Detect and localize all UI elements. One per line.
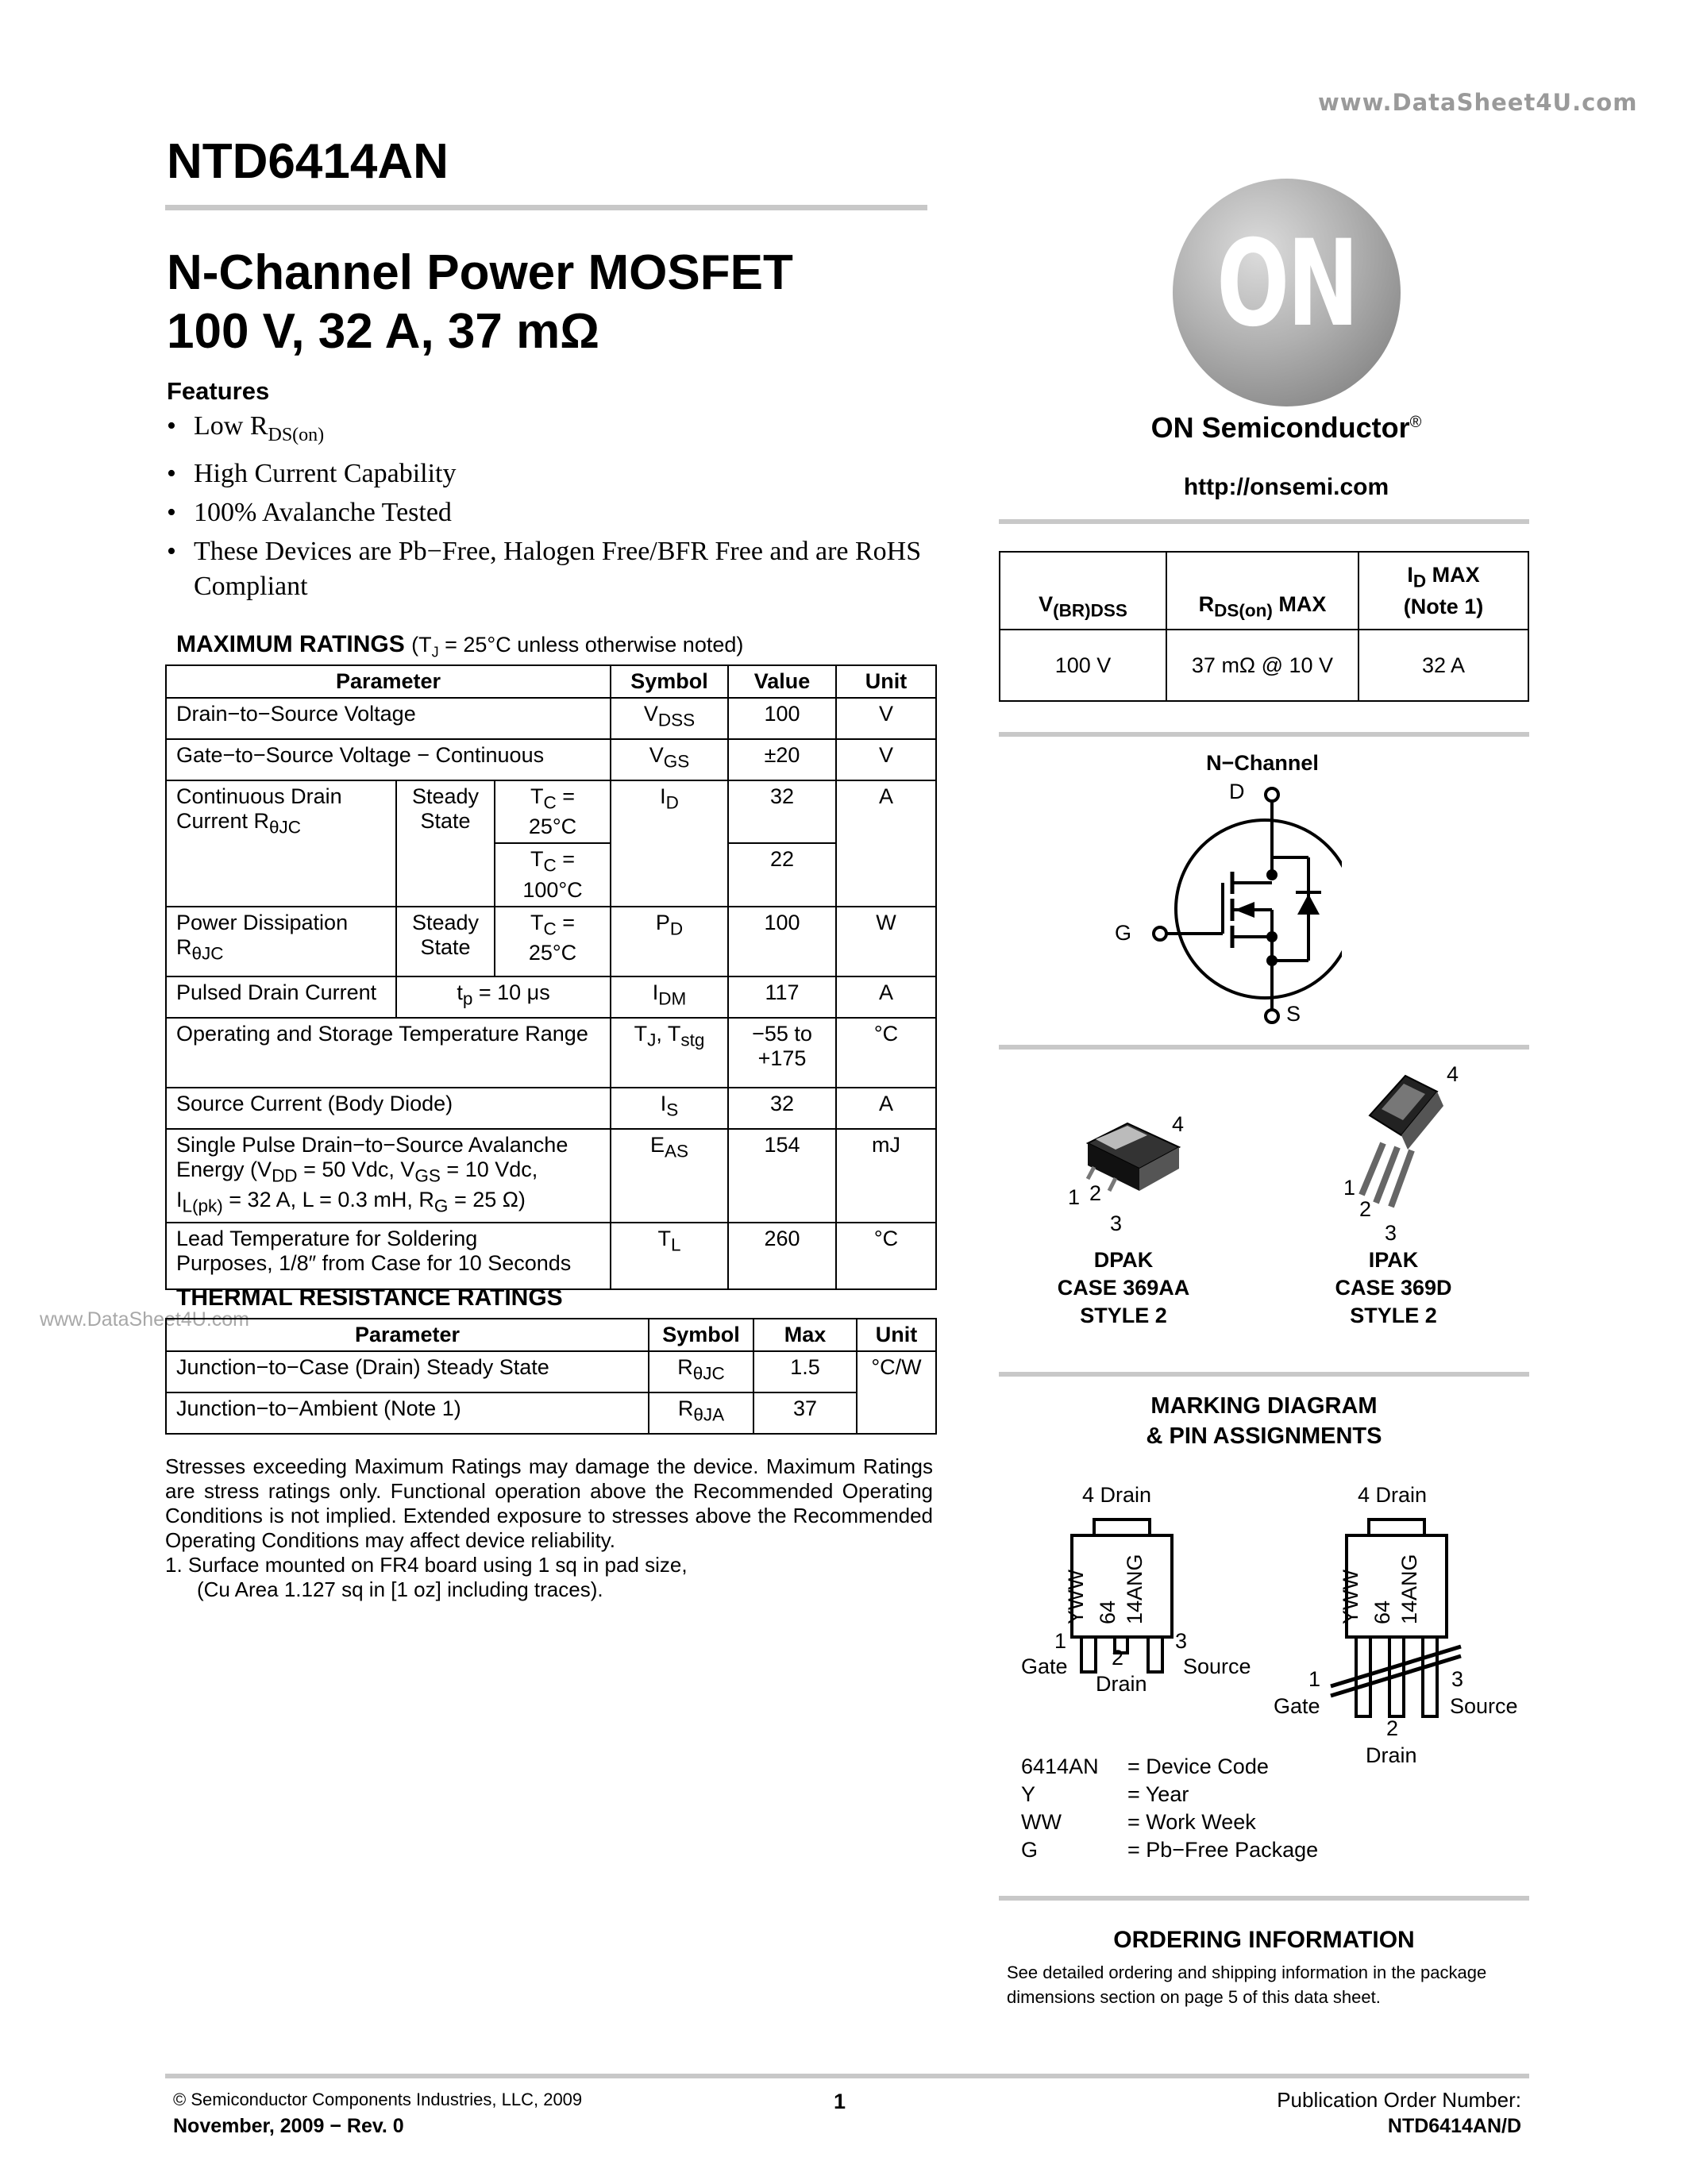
footer-pub-number: NTD6414AN/D <box>1387 2115 1521 2137</box>
marking-left-drain: Drain <box>1096 1672 1147 1696</box>
max-ratings-table <box>165 664 937 1290</box>
ipak-pin1: 1 <box>1343 1176 1356 1200</box>
on-logo: ON <box>1173 179 1401 406</box>
marking-right-drain: Drain <box>1366 1743 1417 1767</box>
table-row: Source Current (Body Diode) $I_S$ 32 A <box>166 1088 936 1129</box>
table-header-row: Parameter Symbol Max Unit <box>166 1319 936 1351</box>
marking-right-top: 4 Drain <box>1358 1483 1428 1507</box>
watermark-mid: www.DataSheet4U.com <box>40 1308 250 1331</box>
table-row: $T_C = 100^\circ C$ 22 <box>166 843 936 906</box>
divider <box>999 1372 1529 1377</box>
marking-left-pin2: 2 <box>1112 1646 1124 1670</box>
dpak-label: DPAK CASE 369AA STYLE 2 <box>1057 1248 1190 1327</box>
ipak-label: IPAK CASE 369D STYLE 2 <box>1335 1248 1452 1327</box>
gate-pin-label: G <box>1115 921 1132 945</box>
table-row: Continuous Drain Current $R_{\theta JC}$ Steady State $T_C = 25^\circ C$ $I_D$ 32 A <box>166 780 936 843</box>
features-heading: Features <box>167 377 270 405</box>
table-row: Single Pulse Drain−to−Source Avalanche Energy ($V_{DD} = 50$ Vdc, $V_{GS} = 10$ Vdc, $I_{L(pk)} = 32$ A, L = 0.3 mH, $R_G = 25$ Ω) $E_{AS}$ 154 mJ <box>166 1129 936 1223</box>
marking-left-gate: Gate <box>1021 1654 1068 1678</box>
ipak-pin3: 3 <box>1385 1221 1397 1245</box>
table-row: Gate−to−Source Voltage − Continuous $V_{GS}$ ±20 V <box>166 739 936 780</box>
footer-pub-label: Publication Order Number: <box>1277 2088 1521 2112</box>
col-header-parameter: Parameter <box>166 665 611 698</box>
marking-left-line3: 14ANG <box>1123 1554 1147 1624</box>
ipak-pin4: 4 <box>1447 1062 1459 1086</box>
marking-right-pin3: 3 <box>1451 1667 1464 1691</box>
marking-legend <box>1021 1753 1318 1864</box>
marking-left-pin1: 1 <box>1054 1629 1067 1653</box>
thermal-heading: THERMAL RESISTANCE RATINGS <box>176 1285 563 1311</box>
col-header-symbol: Symbol <box>611 665 728 698</box>
dpak-pin3: 3 <box>1110 1211 1123 1235</box>
dpak-pin1: 1 <box>1068 1185 1081 1209</box>
marking-right-source: Source <box>1450 1694 1518 1718</box>
feature-item: • Low $R_{DS(on)}$ <box>167 409 953 453</box>
marking-right-line2: 64 <box>1370 1600 1394 1624</box>
max-ratings-heading: MAXIMUM RATINGS ($T_J = 25^\circ C$ unless otherwise noted) <box>176 631 744 661</box>
list-item: WW = Work Week <box>1021 1810 1256 1834</box>
table-row: Operating and Storage Temperature Range $T_J$, $T_{stg}$ −55 to +175 °C <box>166 1018 936 1088</box>
marking-right-pin2: 2 <box>1386 1716 1399 1740</box>
watermark-top: www.DataSheet4U.com <box>1318 89 1638 116</box>
footer-copyright: © Semiconductor Components Industries, LLC, 2009 <box>173 2090 583 2109</box>
subtitle-line2: 100 V, 32 A, 37 mΩ <box>167 304 599 359</box>
mosfet-symbol <box>1135 778 1342 1048</box>
col-header-value: Value <box>728 665 836 698</box>
table-row: Pulsed Drain Current $t_p = 10$ μs $I_{DM}$ 117 A <box>166 976 936 1018</box>
col-header-unit: Unit <box>836 665 936 698</box>
company-url[interactable]: http://onsemi.com <box>1183 474 1389 500</box>
divider <box>999 732 1529 737</box>
list-item: Y = Year <box>1021 1782 1189 1806</box>
table-row: Drain−to−Source Voltage $V_{DSS}$ 100 V <box>166 698 936 739</box>
features-list <box>167 409 953 608</box>
marking-right-pin1: 1 <box>1308 1667 1321 1691</box>
footer-date: November, 2009 − Rev. 0 <box>173 2115 404 2137</box>
marking-heading: MARKING DIAGRAM & PIN ASSIGNMENTS <box>1146 1393 1382 1449</box>
ordering-heading: ORDERING INFORMATION <box>1113 1927 1415 1953</box>
ipak-pin2: 2 <box>1359 1197 1372 1221</box>
thermal-table <box>165 1318 937 1435</box>
part-number-title: NTD6414AN <box>167 134 449 189</box>
marking-right-line3: 14ANG <box>1397 1554 1421 1624</box>
list-item: 6414AN = Device Code <box>1021 1755 1269 1778</box>
drain-pin-label: D <box>1229 780 1245 803</box>
ordering-text: See detailed ordering and shipping information in the package dimensions section on page 5 of this data sheet. <box>1007 1963 1487 2007</box>
note-1: 1. Surface mounted on FR4 board using 1 sq in pad size, (Cu Area 1.127 sq in [1 oz] including traces). <box>165 1553 688 1601</box>
feature-item: • These Devices are Pb−Free, Halogen Free/BFR Free and are RoHS Compliant <box>167 534 953 604</box>
source-pin-label: S <box>1286 1002 1301 1026</box>
title-rule <box>165 205 927 210</box>
subtitle-line1: N-Channel Power MOSFET <box>167 245 793 300</box>
marking-left-top: 4 Drain <box>1082 1483 1152 1507</box>
list-item: G = Pb−Free Package <box>1021 1838 1319 1862</box>
table-header-row <box>166 665 936 698</box>
footer-page-number: 1 <box>834 2090 846 2113</box>
divider <box>999 1896 1529 1901</box>
stress-note: Stresses exceeding Maximum Ratings may damage the device. Maximum Ratings are stress ratings only. Functional operation above the Recommended Operating Conditions is not implied. Extended exposure to stresses above the Recommended Operating Conditions may affect device reliability. <box>165 1454 933 1552</box>
marking-left-pin3: 3 <box>1175 1629 1188 1653</box>
footer-rule <box>165 2074 1529 2078</box>
company-name: ON Semiconductor® <box>1150 411 1422 444</box>
table-row: Lead Temperature for Soldering Purposes, 1/8″ from Case for 10 Seconds $T_L$ 260 °C <box>166 1223 936 1289</box>
feature-item: • 100% Avalanche Tested <box>167 495 953 530</box>
ipak-package-image <box>1350 1068 1485 1211</box>
table-row: Junction−to−Ambient (Note 1) $R_{\theta JA}$ 37 <box>166 1392 936 1434</box>
table-row: Power Dissipation $R_{\theta JC}$ Steady State $T_C = 25^\circ C$ $P_D$ 100 W <box>166 907 936 976</box>
divider <box>999 519 1529 524</box>
marking-right-line1: YWW <box>1339 1570 1362 1624</box>
feature-item: • High Current Capability <box>167 456 953 491</box>
spec-summary-table: $V_{(BR)DSS}$ $R_{DS(on)}$ MAX $I_D$ MAX (Note 1) 100 V 37 mΩ @ 10 V 32 A <box>999 551 1529 702</box>
divider <box>999 1045 1529 1050</box>
marking-left-line1: YWW <box>1064 1570 1088 1624</box>
subtitle <box>167 244 793 361</box>
marking-left-source: Source <box>1183 1654 1251 1678</box>
marking-left-line2: 64 <box>1096 1600 1120 1624</box>
schematic-title: N−Channel <box>1206 751 1319 775</box>
marking-right-gate: Gate <box>1274 1694 1320 1718</box>
dpak-pin4: 4 <box>1172 1112 1185 1136</box>
dpak-pin2: 2 <box>1089 1181 1102 1205</box>
table-row: Junction−to−Case (Drain) Steady State $R_{\theta JC}$ 1.5 °C/W <box>166 1351 936 1392</box>
